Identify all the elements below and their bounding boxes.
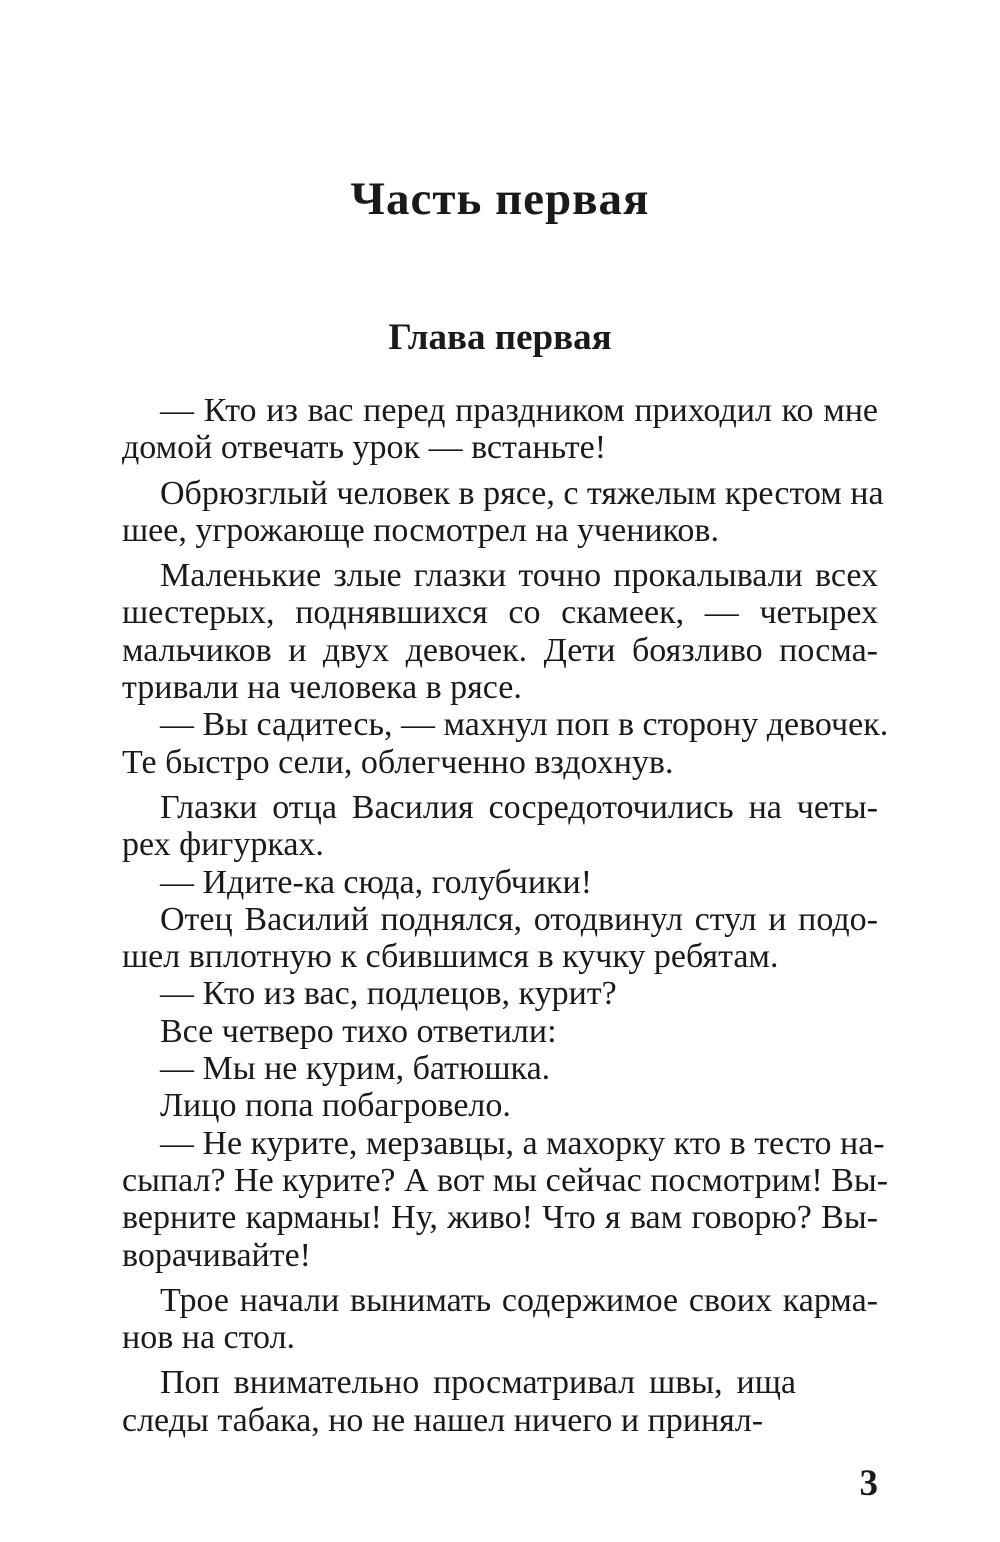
text-line: Маленькие злые глазки точно прокалывали всех [160,557,878,595]
text-line: домой отвечать урок — встаньте! [122,429,607,467]
text-line: сыпал? Не курите? А вот мы сейчас посмотрим! Вы- [122,1161,889,1199]
paragraph-gap [122,549,878,557]
text-line: шел вплотную к сбившимся в кучку ребятам. [122,938,779,976]
text-line: Поп внимательно просматривал швы, ища [160,1364,796,1402]
text-line: следы табака, но не нашел ничего и принял- [122,1401,764,1439]
text-line: верните карманы! Ну, живо! Что я вам говорю? Вы- [122,1199,878,1237]
text-line: Трое начали вынимать содержимое своих карма- [160,1281,878,1319]
chapter-body [122,392,889,1439]
text-line: Те быстро сели, облегченно вздохнув. [122,743,674,781]
text-line: мальчиков и двух девочек. Дети боязливо посма- [122,631,878,669]
paragraph-gap [122,1356,878,1364]
text-line: рех фигурках. [122,826,324,864]
text-line: нов на стол. [122,1319,296,1357]
text-line: — Мы не курим, батюшка. [160,1050,551,1088]
text-line: Лицо попа побагровело. [160,1087,511,1125]
page-number: 3 [859,1463,878,1504]
text-line: — Идите-ка сюда, голубчики! [160,863,593,901]
text-line: тривали на человека в рясе. [122,669,522,707]
text-line: — Не курите, мерзавцы, а махорку кто в тесто на- [160,1124,885,1162]
text-line: шее, угрожающе посмотрел на учеников. [122,511,719,549]
text-line: — Вы садитесь, — махнул поп в сторону девочек. [160,706,889,744]
text-line: Обрюзглый человек в рясе, с тяжелым крестом на [160,474,884,512]
paragraph-gap [122,1274,878,1282]
text-line: ворачивайте! [122,1236,312,1274]
text-line: Все четверо тихо ответили: [160,1012,557,1050]
text-line: Отец Василий поднялся, отодвинул стул и подо- [160,900,878,938]
chapter-title: Глава первая [388,317,612,358]
paragraph-gap [122,467,878,475]
part-title: Часть первая [350,173,650,225]
text-line: Глазки отца Василия сосредоточились на четы- [160,788,878,826]
text-line: — Кто из вас перед праздником приходил ко мне [160,392,878,429]
text-line: шестерых, поднявшихся со скамеек, — четырех [122,594,878,632]
paragraph-gap [122,781,878,789]
text-line: — Кто из вас, подлецов, курит? [160,975,617,1013]
